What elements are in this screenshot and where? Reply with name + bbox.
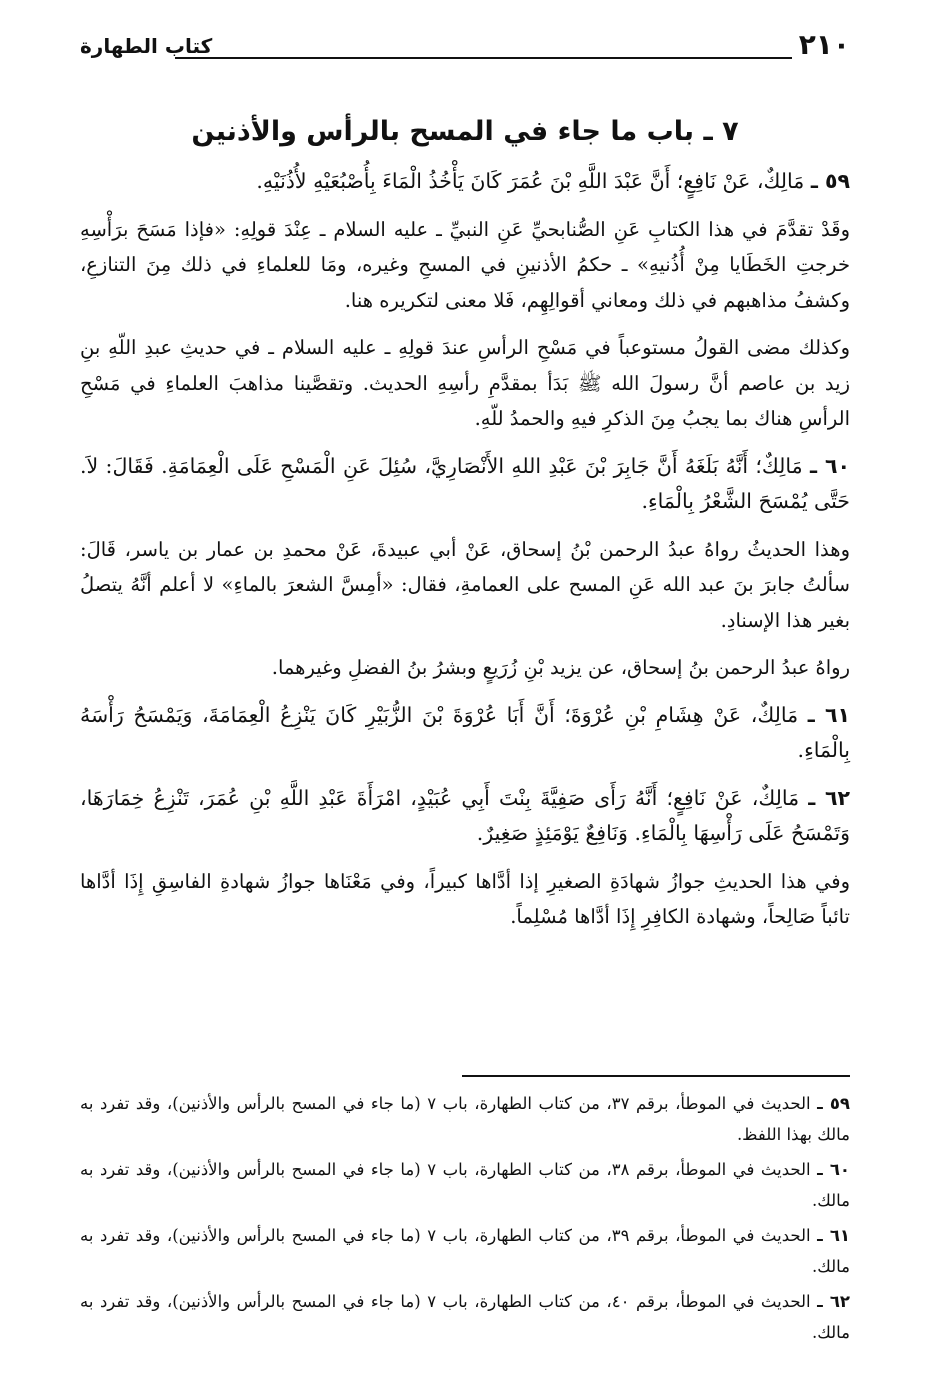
chapter-title: ٧ ـ باب ما جاء في المسح بالرأس والأذنين xyxy=(191,116,739,147)
footnote-text: الحديث في الموطأ، برقم ٣٧، من كتاب الطهارة، باب ٧ (ما جاء في المسح بالرأس والأذنين)، وقد تفرد به مالك بهذا اللفظ. xyxy=(80,1094,850,1144)
paragraph-text: وكذلك مضى القولُ مستوعباً في مَسْحِ الرأسِ عندَ قولِهِ ـ عليه السلام ـ في حديثِ عبدِ اللّهِ بنِ زيد بن عاصم أنَّ رسولَ الله ﷺ بَدَأ بمقدَّمِ رأسِهِ الحديث. وتقصَّينا مذاهبَ العلماءِ في مَسْحِ الرأسِ هناك بما يجبُ مِنَ الذكرِ فيهِ والحمدُ للّهِ. xyxy=(80,336,850,430)
commentary-paragraph xyxy=(80,650,850,686)
hadith-number: ٦٢ ـ xyxy=(808,785,850,810)
footnote xyxy=(80,1154,850,1216)
header-rule xyxy=(175,57,792,59)
hadith-number: ٥٩ ـ xyxy=(810,169,850,193)
footnote-separator xyxy=(462,1075,850,1077)
hadith-paragraph xyxy=(80,698,850,769)
page-number: ٢١٠ xyxy=(798,28,850,61)
hadith-number: ٦١ ـ xyxy=(807,702,850,727)
commentary-paragraph xyxy=(80,864,850,935)
footnote xyxy=(80,1220,850,1282)
hadith-number: ٦٠ ـ xyxy=(809,453,850,478)
footnote-number: ٥٩ ـ xyxy=(817,1094,850,1113)
paragraph-text: مَالِكٌ، عَنْ نَافِعٍ؛ أَنَّ عَبْدَ اللَّهِ بْنَ عُمَرَ كَانَ يَأْخُذُ الْمَاءَ بِأُصْبُعَيْهِ لأُذُنَيْهِ. xyxy=(256,169,805,193)
hadith-paragraph xyxy=(80,781,850,852)
footnote-number: ٦٠ ـ xyxy=(817,1160,850,1179)
footnote xyxy=(80,1088,850,1150)
paragraph-text: مَالِكٌ؛ أَنَّهُ بَلَغَهُ أَنَّ جَابِرَ بْنَ عَبْدِ اللهِ الأَنْصَارِيَّ، سُئِلَ عَنِ الْمَسْحِ عَلَى الْعِمَامَةِ. فَقَالَ: لاَ. حَتَّى يُمْسَحَ الشَّعْرُ بِالْمَاءِ. xyxy=(80,453,850,513)
footnote xyxy=(80,1286,850,1348)
hadith-paragraph xyxy=(80,449,850,520)
commentary-paragraph xyxy=(80,532,850,639)
paragraph-text: مَالِكٌ، عَنْ نَافِعٍ؛ أَنَّهُ رَأَى صَفِيَّةَ بِنْتَ أَبِي عُبَيْدٍ، امْرَأَةَ عَبْدِ اللَّهِ بْنِ عُمَرَ، تَنْزِعُ خِمَارَهَا، وَتَمْسَحُ عَلَى رَأْسِهَا بِالْمَاءِ. وَنَافِعٌ يَوْمَئِذٍ صَغِيرٌ. xyxy=(80,785,850,845)
hadith-paragraph xyxy=(80,164,850,200)
page-header xyxy=(80,28,850,68)
paragraph-text: مَالِكٌ، عَنْ هِشَامِ بْنِ عُرْوَةَ؛ أَنَّ أَبَا عُرْوَةَ بْنَ الزُّبَيْرِ كَانَ يَنْزِعُ الْعِمَامَةَ، وَيَمْسَحُ رَأْسَهُ بِالْمَاءِ. xyxy=(80,702,850,762)
footnote-text: الحديث في الموطأ، برقم ٣٩، من كتاب الطهارة، باب ٧ (ما جاء في المسح بالرأس والأذنين)، وقد تفرد به مالك. xyxy=(80,1226,850,1276)
footnote-text: الحديث في الموطأ، برقم ٣٨، من كتاب الطهارة، باب ٧ (ما جاء في المسح بالرأس والأذنين)، وقد تفرد به مالك. xyxy=(80,1160,850,1210)
paragraph-text: وهذا الحديثُ رواهُ عبدُ الرحمن بْنُ إسحاق، عَنْ أبي عبيدةَ، عَنْ محمدِ بن عمار بن ياسر، قَالَ: سألتُ جابرَ بنَ عبد الله عَنِ المسح على العمامةِ، فقال: «أمِسَّ الشعرَ بالماءِ» لا أعلم أنَّهُ يتصلُ بغير هذا الإسنادِ. xyxy=(80,537,850,632)
commentary-paragraph xyxy=(80,212,850,319)
footnote-number: ٦٢ ـ xyxy=(817,1292,850,1311)
paragraph-text: رواهُ عبدُ الرحمن بنُ إسحاق، عن يزيد بْنِ زُرَيعٍ وبشرُ بنُ الفضلِ وغيرهما. xyxy=(271,656,850,679)
footnote-text: الحديث في الموطأ، برقم ٤٠، من كتاب الطهارة، باب ٧ (ما جاء في المسح بالرأس والأذنين)، وقد تفرد به مالك. xyxy=(80,1292,850,1342)
commentary-paragraph xyxy=(80,330,850,437)
footnotes xyxy=(80,1088,850,1352)
footnote-number: ٦١ ـ xyxy=(817,1226,850,1245)
running-title: كتاب الطهارة xyxy=(80,34,213,58)
paragraph-text: وفي هذا الحديثِ جوازُ شهادَةِ الصغيرِ إذا أدَّاها كبيراً، وفي مَعْنَاها جوازُ شهادةِ الفاسِقِ إِذَا أدَّاها تائباً صَالِحاً، وشهادة الكافِرِ إِذَا أدَّاها مُسْلِماً. xyxy=(80,869,851,928)
main-text xyxy=(80,108,850,947)
paragraph-text: وقَدْ تقدَّمَ في هذا الكتابِ عَنِ الصُّنابحيِّ عَنِ النبيِّ ـ عليه السلام ـ عِنْدَ قولِهِ: «فإذا مَسَحَ برَأْسِهِ خرجتِ الخَطَايا مِنْ أُذُنيهِ» ـ حكمُ الأذنينِ في المسحِ وغيره، ومَا للعلماءِ في ذلك مِنَ التنازعِ، وكشفُ مذاهبهم في ذلك ومعاني أقوالِهِم، فَلا معنى لتكريره هنا. xyxy=(80,217,850,312)
